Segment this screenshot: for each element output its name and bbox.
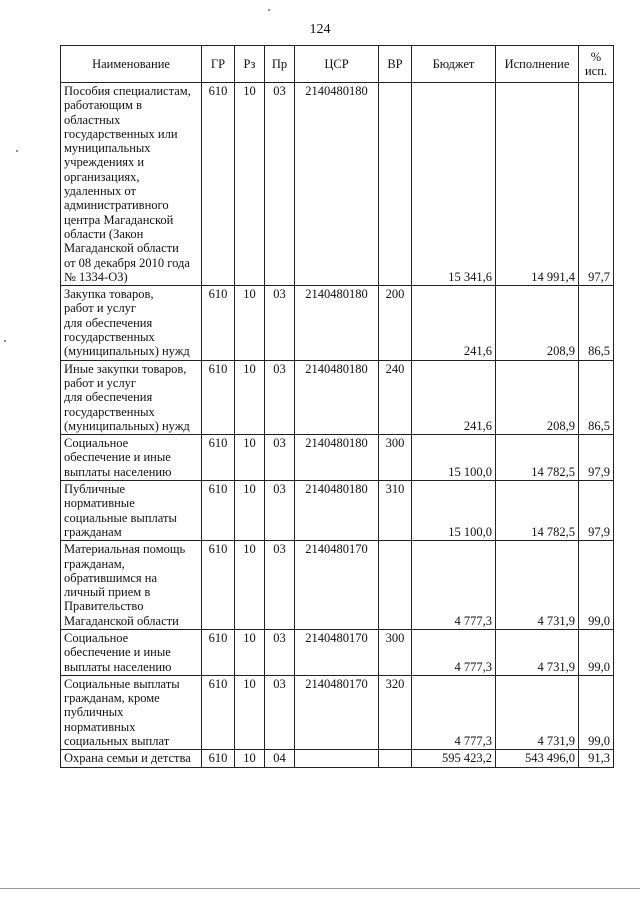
row-gr: 610 bbox=[202, 750, 235, 767]
header-percent: % исп. bbox=[579, 46, 614, 83]
row-budget: 595 423,2 bbox=[412, 750, 496, 767]
page-number: 124 bbox=[309, 22, 331, 37]
row-name: Пособия специалистам, работающим в областных государственных или муниципальных учреждениях и организациях, удаленных от административного центра Магаданской области (Закон Магаданской области от 08 декабря 2010 года № 1334-ОЗ) bbox=[61, 83, 202, 286]
row-budget: 15 100,0 bbox=[412, 481, 496, 541]
row-csr: 2140480170 bbox=[295, 629, 379, 675]
row-csr: 2140480180 bbox=[295, 481, 379, 541]
row-percent: 97,9 bbox=[579, 481, 614, 541]
row-budget: 4 777,3 bbox=[412, 675, 496, 749]
row-rz: 10 bbox=[235, 481, 265, 541]
row-rz: 10 bbox=[235, 83, 265, 286]
row-rz: 10 bbox=[235, 675, 265, 749]
row-vr bbox=[379, 541, 412, 630]
header-budget: Бюджет bbox=[412, 46, 496, 83]
header-csr: ЦСР bbox=[295, 46, 379, 83]
row-pr: 03 bbox=[265, 286, 295, 360]
row-execution: 208,9 bbox=[496, 286, 579, 360]
row-budget: 4 777,3 bbox=[412, 541, 496, 630]
row-pr: 03 bbox=[265, 675, 295, 749]
row-execution: 14 782,5 bbox=[496, 481, 579, 541]
row-name: Иные закупки товаров, работ и услуг для обеспечения государственных (муниципальных) нужд bbox=[61, 360, 202, 434]
scan-speck bbox=[4, 340, 6, 342]
table-body bbox=[61, 83, 614, 768]
row-pr: 03 bbox=[265, 360, 295, 434]
header-pr: Пр bbox=[265, 46, 295, 83]
row-name: Публичные нормативные социальные выплаты гражданам bbox=[61, 481, 202, 541]
row-pr: 03 bbox=[265, 435, 295, 481]
header-gr: ГР bbox=[202, 46, 235, 83]
row-rz: 10 bbox=[235, 360, 265, 434]
row-percent: 99,0 bbox=[579, 541, 614, 630]
row-budget: 15 100,0 bbox=[412, 435, 496, 481]
row-percent: 99,0 bbox=[579, 675, 614, 749]
table-row bbox=[61, 360, 614, 434]
row-csr: 2140480180 bbox=[295, 286, 379, 360]
row-rz: 10 bbox=[235, 286, 265, 360]
row-percent: 97,7 bbox=[579, 83, 614, 286]
row-vr: 320 bbox=[379, 675, 412, 749]
row-name: Социальное обеспечение и иные выплаты населению bbox=[61, 435, 202, 481]
row-execution: 208,9 bbox=[496, 360, 579, 434]
row-rz: 10 bbox=[235, 541, 265, 630]
row-csr: 2140480180 bbox=[295, 435, 379, 481]
row-rz: 10 bbox=[235, 629, 265, 675]
row-name: Охрана семьи и детства bbox=[61, 750, 202, 767]
row-execution: 543 496,0 bbox=[496, 750, 579, 767]
row-vr: 300 bbox=[379, 629, 412, 675]
row-pr: 04 bbox=[265, 750, 295, 767]
row-name: Социальные выплаты гражданам, кроме публичных нормативных социальных выплат bbox=[61, 675, 202, 749]
row-gr: 610 bbox=[202, 629, 235, 675]
row-percent: 86,5 bbox=[579, 286, 614, 360]
row-name: Закупка товаров, работ и услуг для обеспечения государственных (муниципальных) нужд bbox=[61, 286, 202, 360]
table-row bbox=[61, 481, 614, 541]
row-gr: 610 bbox=[202, 360, 235, 434]
row-gr: 610 bbox=[202, 675, 235, 749]
row-gr: 610 bbox=[202, 286, 235, 360]
row-execution: 4 731,9 bbox=[496, 675, 579, 749]
row-percent: 86,5 bbox=[579, 360, 614, 434]
row-percent: 91,3 bbox=[579, 750, 614, 767]
row-csr: 2140480170 bbox=[295, 541, 379, 630]
row-gr: 610 bbox=[202, 435, 235, 481]
row-budget: 4 777,3 bbox=[412, 629, 496, 675]
row-rz: 10 bbox=[235, 750, 265, 767]
table-row bbox=[61, 541, 614, 630]
row-vr bbox=[379, 83, 412, 286]
header-name: Наименование bbox=[61, 46, 202, 83]
scan-speck bbox=[16, 150, 18, 152]
table-row bbox=[61, 83, 614, 286]
scan-speck bbox=[268, 9, 270, 11]
row-name: Социальное обеспечение и иные выплаты населению bbox=[61, 629, 202, 675]
row-vr: 300 bbox=[379, 435, 412, 481]
row-vr: 200 bbox=[379, 286, 412, 360]
table-row bbox=[61, 629, 614, 675]
row-vr: 240 bbox=[379, 360, 412, 434]
row-pr: 03 bbox=[265, 481, 295, 541]
table-row bbox=[61, 435, 614, 481]
row-csr bbox=[295, 750, 379, 767]
row-name: Материальная помощь гражданам, обратившимся на личный прием в Правительство Магаданской области bbox=[61, 541, 202, 630]
row-gr: 610 bbox=[202, 481, 235, 541]
table-row bbox=[61, 675, 614, 749]
row-budget: 15 341,6 bbox=[412, 83, 496, 286]
row-gr: 610 bbox=[202, 83, 235, 286]
header-vr: ВР bbox=[379, 46, 412, 83]
header-execution: Исполнение bbox=[496, 46, 579, 83]
row-percent: 97,9 bbox=[579, 435, 614, 481]
row-percent: 99,0 bbox=[579, 629, 614, 675]
row-csr: 2140480180 bbox=[295, 360, 379, 434]
scan-edge-line bbox=[0, 888, 640, 889]
row-pr: 03 bbox=[265, 629, 295, 675]
header-rz: Рз bbox=[235, 46, 265, 83]
budget-table bbox=[60, 45, 614, 768]
row-budget: 241,6 bbox=[412, 286, 496, 360]
row-gr: 610 bbox=[202, 541, 235, 630]
row-execution: 4 731,9 bbox=[496, 629, 579, 675]
row-vr bbox=[379, 750, 412, 767]
row-pr: 03 bbox=[265, 541, 295, 630]
row-csr: 2140480180 bbox=[295, 83, 379, 286]
row-execution: 14 782,5 bbox=[496, 435, 579, 481]
row-vr: 310 bbox=[379, 481, 412, 541]
header-row bbox=[61, 46, 614, 83]
row-pr: 03 bbox=[265, 83, 295, 286]
table-row bbox=[61, 750, 614, 767]
table-header bbox=[61, 46, 614, 83]
row-budget: 241,6 bbox=[412, 360, 496, 434]
row-execution: 14 991,4 bbox=[496, 83, 579, 286]
row-rz: 10 bbox=[235, 435, 265, 481]
row-csr: 2140480170 bbox=[295, 675, 379, 749]
row-execution: 4 731,9 bbox=[496, 541, 579, 630]
table-row bbox=[61, 286, 614, 360]
